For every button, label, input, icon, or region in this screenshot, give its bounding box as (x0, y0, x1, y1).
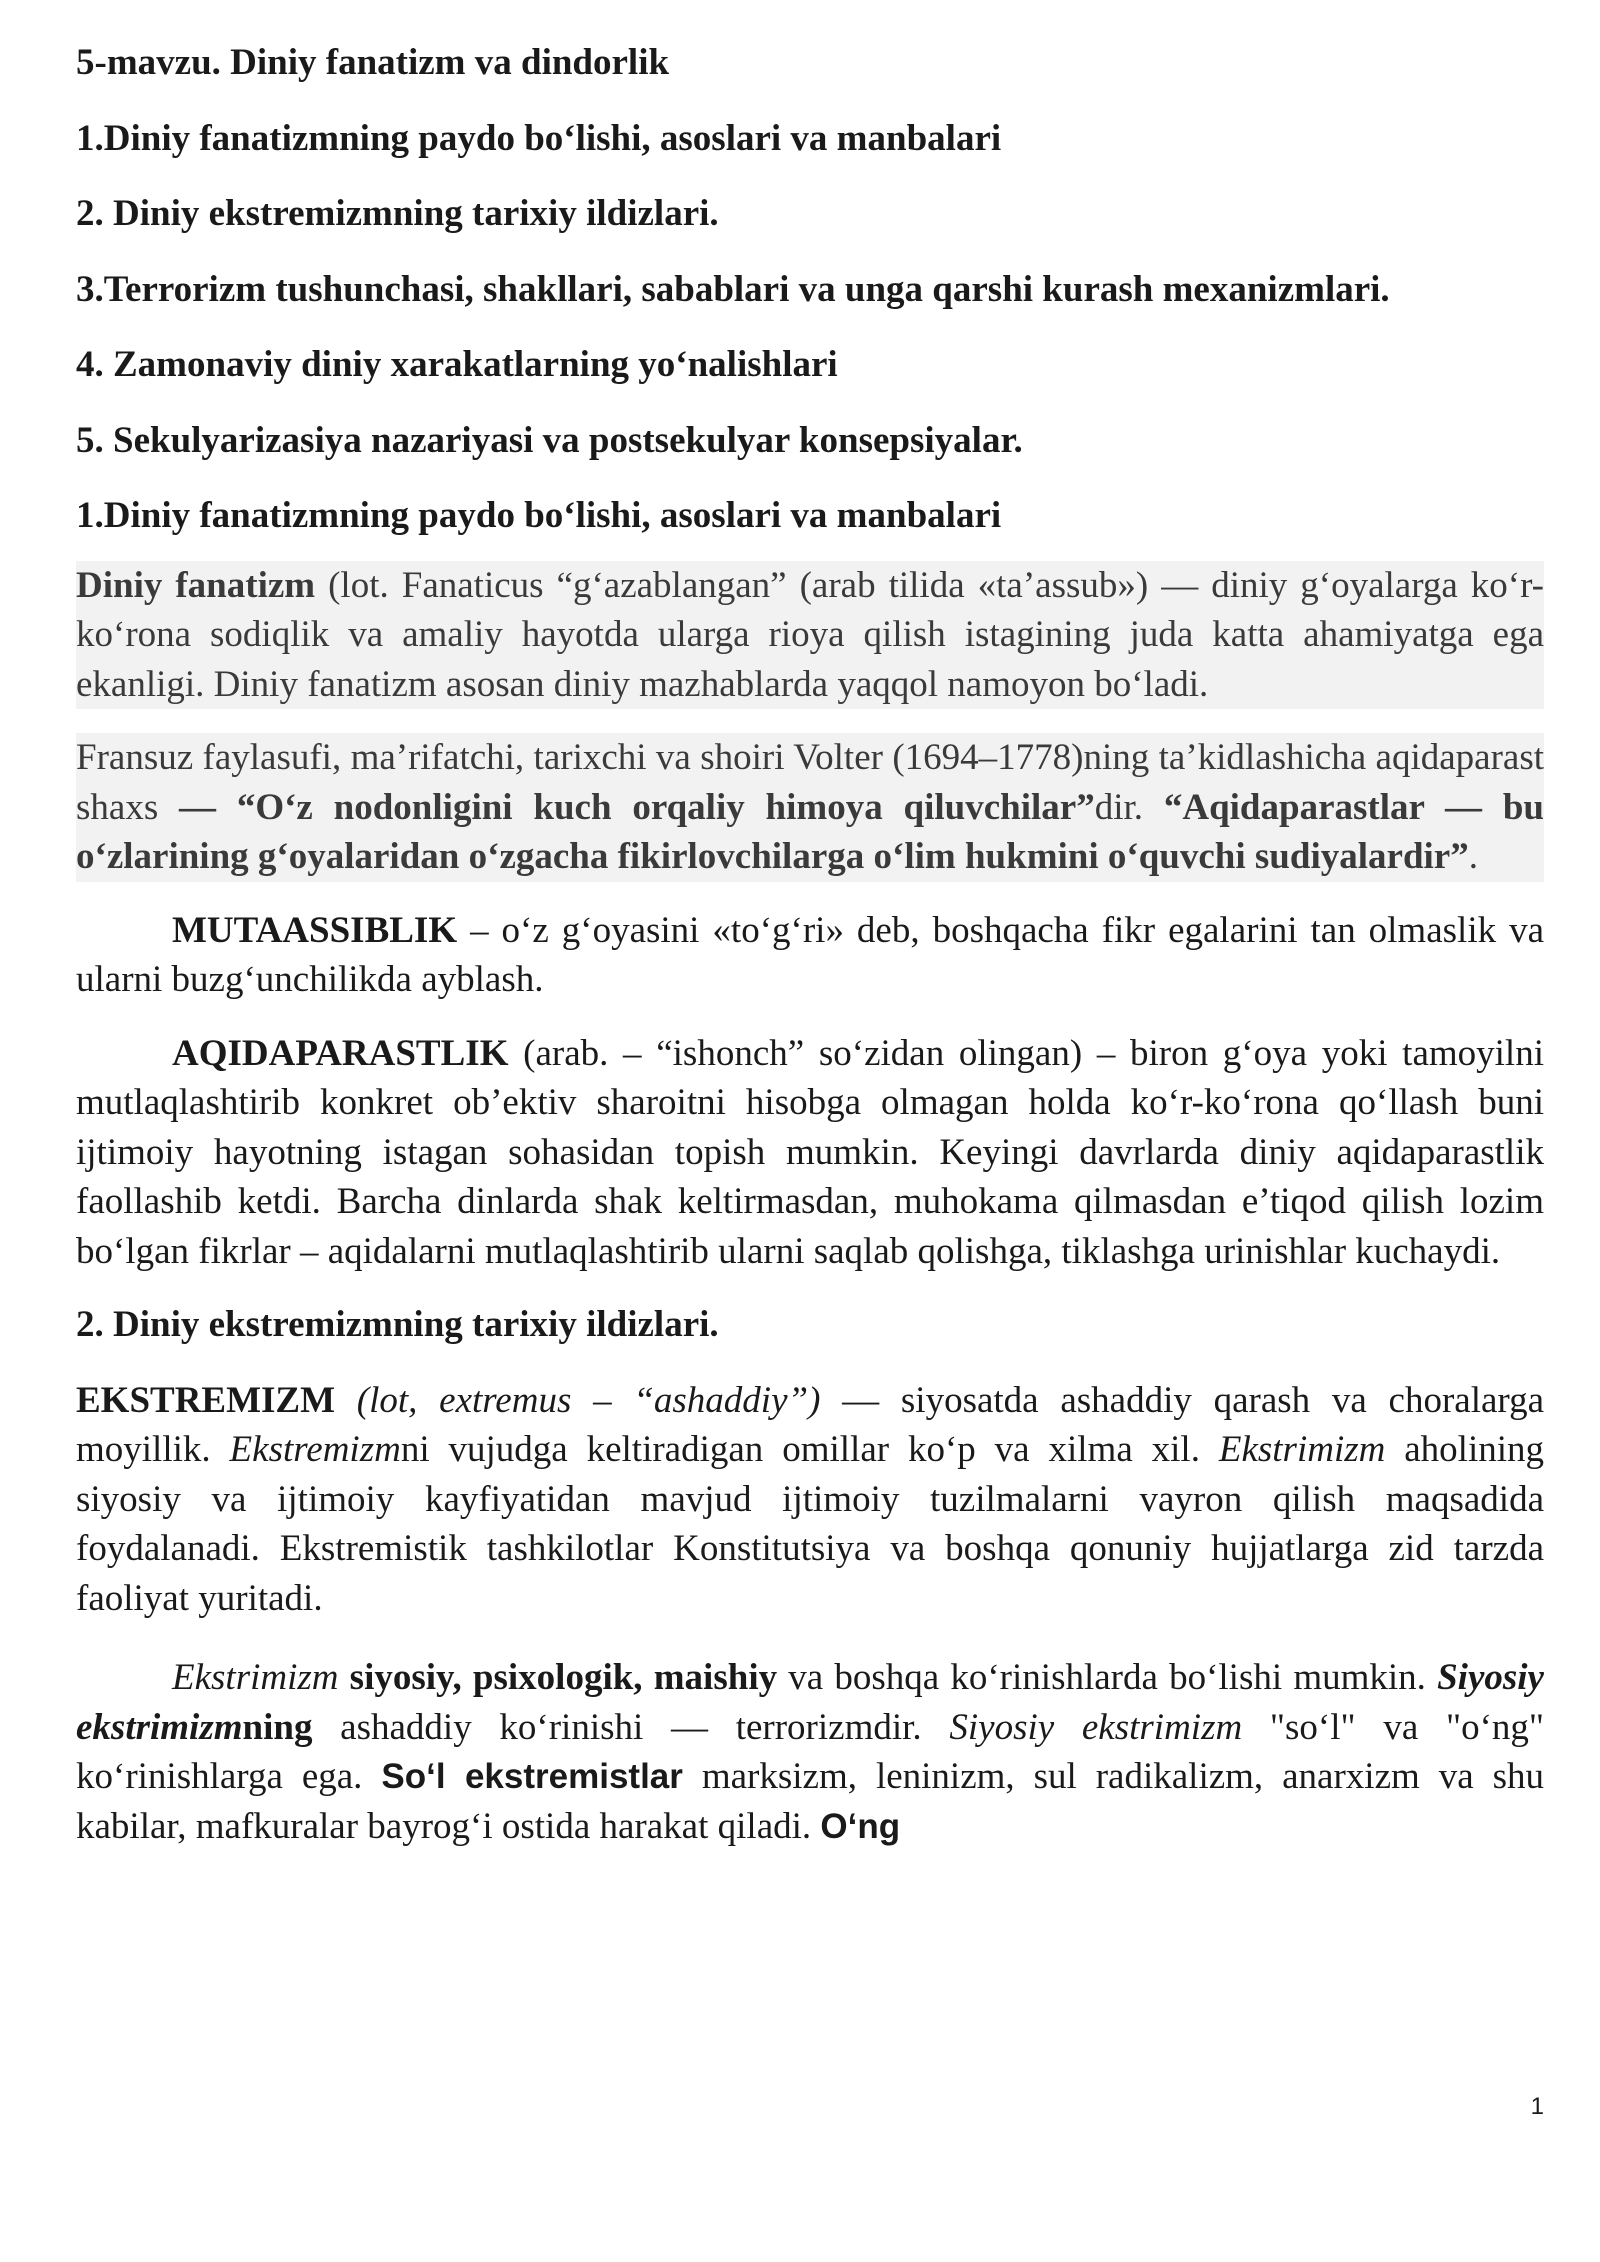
paragraph-text: . (1468, 836, 1478, 877)
document-body (76, 38, 1544, 1875)
paragraph-text: ni vujudga keltiradigan omillar ko‘p va xilma xil. (400, 1429, 1219, 1470)
section-heading-1: 1.Diniy fanatizmning paydo bo‘lishi, asoslari va manbalari (76, 495, 1002, 536)
term-mutaassiblik: MUTAASSIBLIK (172, 909, 458, 951)
etymology-ekstremizm: (lot, extremus – “ashaddiy”) (335, 1379, 821, 1421)
paragraph-text: marksizm, leninizm, sul radikalizm, anarxizm va shu kabilar, mafkuralar bayrog‘i ostida harakat qiladi. (76, 1756, 1544, 1847)
outline-item-4: 4. Zamonaviy diniy xarakatlarning yo‘nalishlari (76, 344, 838, 385)
bold-suffix: ning (242, 1706, 313, 1748)
italic-term: Siyosiy ekstrimizm (949, 1706, 1243, 1748)
outline-item-1: 1.Diniy fanatizmning paydo bo‘lishi, asoslari va manbalari (76, 117, 1002, 159)
paragraph-text: (lot. Fanaticus “g‘azablangan” (arab tilida «ta’assub») — diniy g‘oyalarga ko‘r-ko‘rona sodiqlik va amaliy hayotda ularga rioya qilish istagining juda katta ahamiyatga ega ekanligi. Diniy fanatizm asosan diniy mazhablarda yaqqol namoyon bo‘ladi. (76, 564, 1544, 705)
term-diniy-fanatizm: Diniy fanatizm (76, 564, 316, 606)
bold-term-ong: O‘ng (820, 1806, 901, 1846)
italic-term: Ekstrimizm (172, 1657, 339, 1698)
italic-term: Ekstremizm (229, 1429, 401, 1470)
paragraph-mutaassiblik (76, 906, 1544, 1005)
bold-italic-term: Siyosiy ekstrimizm (76, 1657, 1544, 1748)
paragraph-text: ashaddiy ko‘rinishi — terrorizmdir. (312, 1706, 950, 1748)
term-aqidaparastlik: AQIDAPARASTLIK (172, 1032, 509, 1074)
paragraph-text: va boshqa ko‘rinishlarda bo‘lishi mumkin. (777, 1657, 1438, 1698)
paragraph-diniy-fanatizm (76, 561, 1544, 710)
paragraph-shakllar (76, 1653, 1544, 1851)
term-ekstremizm: EKSTREMIZM (76, 1379, 336, 1421)
quote-volter-2: “Aqidaparastlar — bu o‘zlarining g‘oyalaridan o‘zgacha fikirlovchilarga o‘lim hukmini o‘quvchi sudiyalardir” (76, 786, 1545, 877)
outline-item-5: 5. Sekulyarizasiya nazariyasi va postsekulyar konsepsiyalar. (76, 419, 1023, 461)
page-number: 1 (1530, 2093, 1544, 2120)
section-heading-2: 2. Diniy ekstremizmning tarixiy ildizlari. (76, 1304, 719, 1345)
paragraph-text: aholining siyosiy va ijtimoiy kayfiyatidan mavjud ijtimoiy tuzilmalarni vayron qilish maqsadida foydalanadi. Ekstremistik tashkilotlar Konstitutsiya va boshqa qonuniy hujjatlarga zid tarzda faoliyat yuritadi. (76, 1429, 1544, 1619)
paragraph-text: — siyosatda ashaddiy qarash va choralarga moyillik. (76, 1379, 1544, 1470)
paragraph-ekstremizm (76, 1376, 1544, 1624)
paragraph-aqidaparastlik (76, 1029, 1544, 1277)
paragraph-text: Fransuz faylasufi, ma’rifatchi, tarixchi va shoiri Volter (1694–1778)ning ta’kidlashicha aqidaparast shaxs (76, 737, 1544, 828)
paragraph-text: "so‘l" va "o‘ng" ko‘rinishlarga ega. (76, 1706, 1544, 1797)
paragraph-text: (arab. – “ishonch” so‘zidan olingan) – biron g‘oya yoki tamoyilni mutlaqlashtirib konkret ob’ektiv sharoitni hisobga olmagan holda ko‘r-ko‘rona qo‘llash buni ijtimoiy hayotning istagan sohasidan topish mumkin. Keyingi davrlarda diniy aqidaparastlik faollashib ketdi. Barcha dinlarda shak keltirmasdan, muhokama qilmasdan e’tiqod qilish lozim bo‘lgan fikrlar – aqidalarni mutlaqlashtirib ularni saqlab qolishga, tiklashga urinishlar kuchaydi. (76, 1032, 1544, 1272)
italic-term: Ekstrimizm (1218, 1429, 1386, 1470)
outline-item-3: 3.Terrorizm tushunchasi, shakllari, sabablari va unga qarshi kurash mexanizmlari. (76, 268, 1390, 310)
quote-volter-1: — “O‘z nodonligini kuch orqaliy himoya qiluvchilar” (179, 786, 1095, 828)
bold-term-sol: So‘l ekstremistlar (381, 1757, 683, 1796)
outline-item-2: 2. Diniy ekstremizmning tarixiy ildizlari. (76, 193, 719, 234)
paragraph-text: dir. (1094, 786, 1164, 828)
bold-term: siyosiy, psixologik, maishiy (338, 1657, 778, 1698)
paragraph-text: – o‘z g‘oyasini «to‘g‘ri» deb, boshqacha fikr egalarini tan olmaslik va ularni buzg‘unchilikda ayblash. (76, 909, 1544, 1000)
paragraph-volter (76, 733, 1544, 882)
page-title: 5-mavzu. Diniy fanatizm va dindorlik (76, 42, 670, 83)
